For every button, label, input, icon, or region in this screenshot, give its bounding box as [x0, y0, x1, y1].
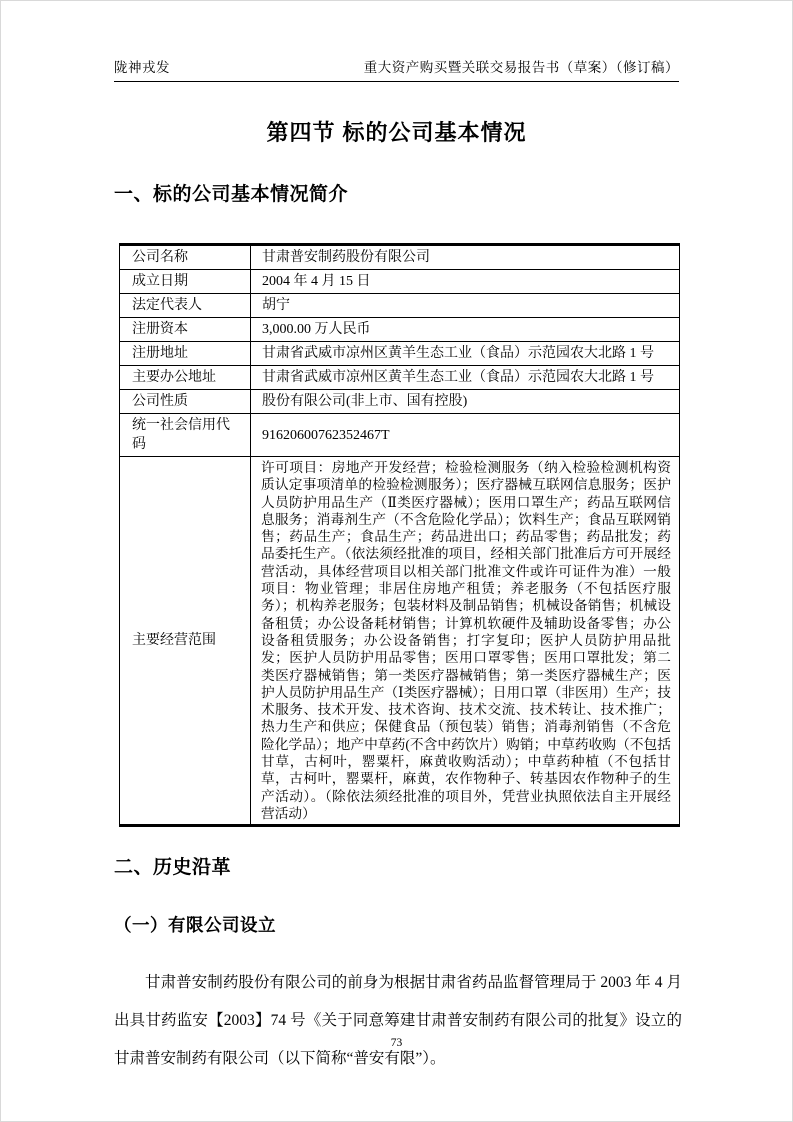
row-value: 2004 年 4 月 15 日: [251, 270, 680, 294]
row-value: 胡宁: [251, 294, 680, 318]
table-row: [120, 294, 680, 318]
table-row: [120, 342, 680, 366]
table-row: [120, 390, 680, 414]
row-label: 法定代表人: [120, 294, 251, 318]
header-left-text: 陇神戎发: [114, 60, 170, 75]
table-row: [120, 270, 680, 294]
section-heading-basic-info: 一、标的公司基本情况简介: [114, 184, 349, 205]
row-value: 3,000.00 万人民币: [251, 318, 680, 342]
section-heading-history: 二、历史沿革: [114, 857, 232, 879]
row-value: 甘肃普安制药股份有限公司: [251, 245, 680, 270]
row-value: 甘肃省武威市凉州区黄羊生态工业（食品）示范园农大北路 1 号: [251, 366, 680, 390]
row-label: 主要办公地址: [120, 366, 251, 390]
table-row: [120, 245, 680, 270]
row-label: 注册地址: [120, 342, 251, 366]
row-label: 主要经营范围: [120, 457, 251, 826]
table-row: [120, 366, 680, 390]
table-row: [120, 318, 680, 342]
row-value: 股份有限公司(非上市、国有控股): [251, 390, 680, 414]
row-label: 公司性质: [120, 390, 251, 414]
page-number: 73: [390, 1037, 403, 1049]
table-row-business-scope: [120, 457, 680, 826]
row-label: 公司名称: [120, 245, 251, 270]
row-label: 成立日期: [120, 270, 251, 294]
body-paragraph: 甘肃普安制药股份有限公司的前身为根据甘肃省药品监督管理局于 2003 年 4 月出具甘药监安【2003】74 号《关于同意筹建甘肃普安制药有限公司的批复》设立的甘肃普安制药有限公司（以下简称“普安有限”）。: [114, 974, 682, 1068]
row-label: 注册资本: [120, 318, 251, 342]
row-value: 91620600762352467T: [251, 414, 680, 457]
chapter-title: 第四节 标的公司基本情况: [266, 120, 527, 145]
row-value-business-scope: 许可项目：房地产开发经营；检验检测服务（纳入检验检测机构资质认定事项清单的检验检测服务）；医疗器械互联网信息服务；医护人员防护用品生产（Ⅱ类医疗器械）；医用口罩生产；药品互联网信息服务；消毒剂生产（不含危险化学品）；饮料生产；食品互联网销售；药品生产；食品生产；药品进出口；药品零售；药品批发；药品委托生产。（依法须经批准的项目，经相关部门批准后方可开展经营活动，具体经营项目以相关部门批准文件或许可证件为准）一般项目：物业管理；非居住房地产租赁；养老服务（不包括医疗服务）；机构养老服务；包装材料及制品销售；机械设备销售；机械设备租赁；办公设备耗材销售；计算机软硬件及辅助设备零售；办公设备租赁服务；办公设备销售；打字复印；医护人员防护用品批发；医护人员防护用品零售；医用口罩零售；医用口罩批发；第二类医疗器械销售；第一类医疗器械销售；第一类医疗器械生产；医护人员防护用品生产（Ⅰ类医疗器械）；日用口罩（非医用）生产；技术服务、技术开发、技术咨询、技术交流、技术转让、技术推广；热力生产和供应；保健食品（预包装）销售；消毒剂销售（不含危险化学品）；地产中草药(不含中药饮片）购销；中草药收购（不包括甘草，古柯叶，罂粟杆，麻黄收购活动）；中草药种植（不包括甘草，古柯叶，罂粟杆，麻黄，农作物种子、转基因农作物种子的生产活动）。（除依法须经批准的项目外，凭营业执照依法自主开展经营活动）: [251, 457, 680, 826]
page-footer: [1, 1037, 792, 1049]
page-header: [114, 56, 679, 82]
row-label: 统一社会信用代码: [120, 414, 251, 457]
company-info-table: [119, 243, 680, 827]
header-right-text: 重大资产购买暨关联交易报告书（草案）（修订稿）: [363, 60, 679, 75]
row-value: 甘肃省武威市凉州区黄羊生态工业（食品）示范园农大北路 1 号: [251, 342, 680, 366]
table-row: [120, 414, 680, 457]
subsection-heading-company-setup: （一）有限公司设立: [114, 915, 276, 936]
